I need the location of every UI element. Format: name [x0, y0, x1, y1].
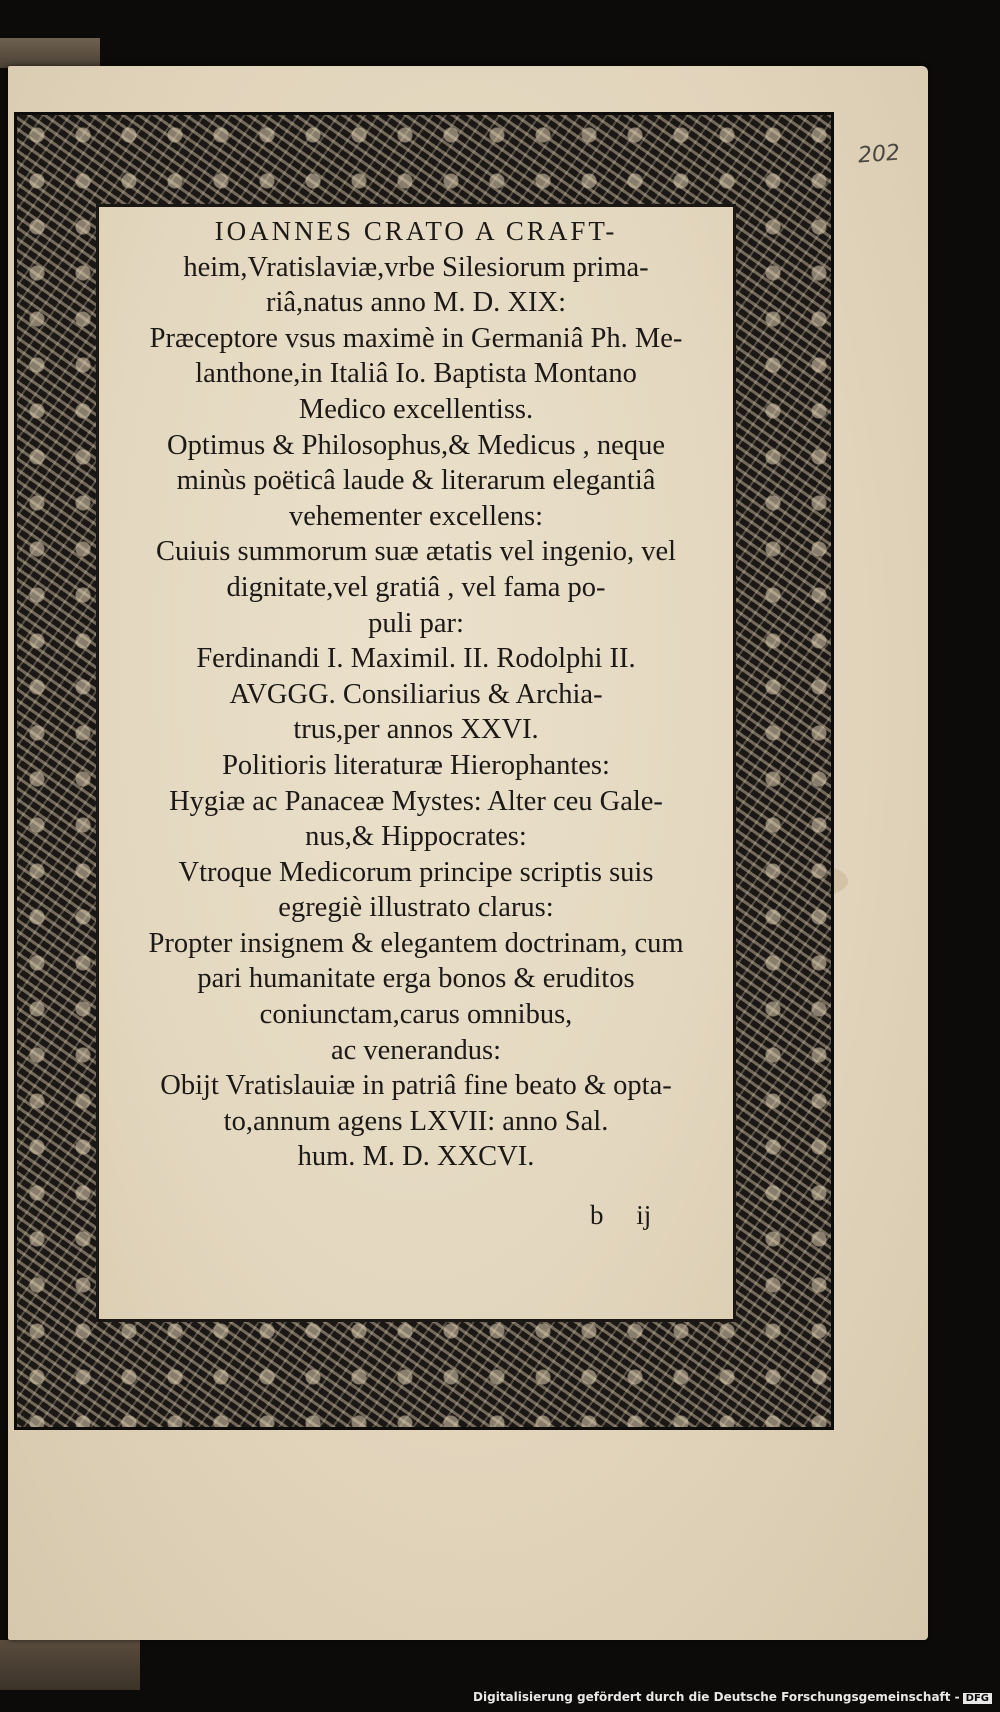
- folio-number: 202: [857, 140, 901, 169]
- text-line: Hygiæ ac Panaceæ Mystes: Alter ceu Gale-: [169, 785, 663, 817]
- text-line: minùs poëticâ laude & literarum elegantiâ: [176, 465, 656, 497]
- text-line: Medico excellentiss.: [298, 393, 534, 425]
- text-line: ac venerandus:: [330, 1034, 502, 1066]
- signature-mark: b ij: [590, 1200, 652, 1230]
- text-line: pari humanitate erga bonos & eruditos: [197, 963, 635, 995]
- digitization-credit: [473, 1690, 992, 1704]
- text-line: Ferdinandi I. Maximil. II. Rodolphi II.: [196, 643, 636, 675]
- text-line: Obijt Vratislauiæ in patriâ fine beato & opta-: [160, 1070, 672, 1102]
- text-line: egregiè illustrato clarus:: [278, 892, 554, 924]
- epitaph-text: [100, 214, 732, 1175]
- text-line: Cuiuis summorum suæ ætatis vel ingenio, vel: [155, 536, 677, 568]
- text-line: to,annum agens LXVII: anno Sal.: [223, 1105, 609, 1137]
- text-line: Optimus & Philosophus,& Medicus , neque: [167, 429, 665, 461]
- book-edge: [0, 1640, 140, 1690]
- text-line: AVGGG. Consiliarius & Archia-: [229, 678, 603, 710]
- dfg-logo: DFG: [963, 1693, 992, 1704]
- text-line: Propter insignem & elegantem doctrinam, cum: [148, 927, 684, 959]
- text-line: Politioris literaturæ Hierophantes:: [222, 749, 610, 781]
- text-line: Præceptore vsus maximè in Germaniâ Ph. Me-: [149, 322, 683, 354]
- text-line: nus,& Hippocrates:: [305, 821, 527, 853]
- text-line: riâ,natus anno M. D. XIX:: [266, 287, 566, 319]
- text-line: coniunctam,carus omnibus,: [259, 999, 573, 1031]
- text-line: vehementer excellens:: [289, 500, 543, 532]
- text-line: lanthone,in Italiâ Io. Baptista Montano: [195, 358, 637, 390]
- text-line: hum. M. D. XXCVI.: [297, 1141, 535, 1173]
- text-line: Vtroque Medicorum principe scriptis suis: [178, 856, 654, 888]
- book-edge: [0, 38, 100, 68]
- text-line: puli par:: [368, 607, 464, 639]
- credit-text: Digitalisierung gefördert durch die Deutsche Forschungsgemeinschaft -: [473, 1690, 960, 1704]
- text-line: heim,Vratislaviæ,vrbe Silesiorum prima-: [183, 251, 649, 283]
- text-line: trus,per annos XXVI.: [293, 714, 539, 746]
- text-line: dignitate,vel gratiâ , vel fama po-: [226, 571, 606, 603]
- text-line: IOANNES CRATO A CRAFT-: [214, 216, 618, 246]
